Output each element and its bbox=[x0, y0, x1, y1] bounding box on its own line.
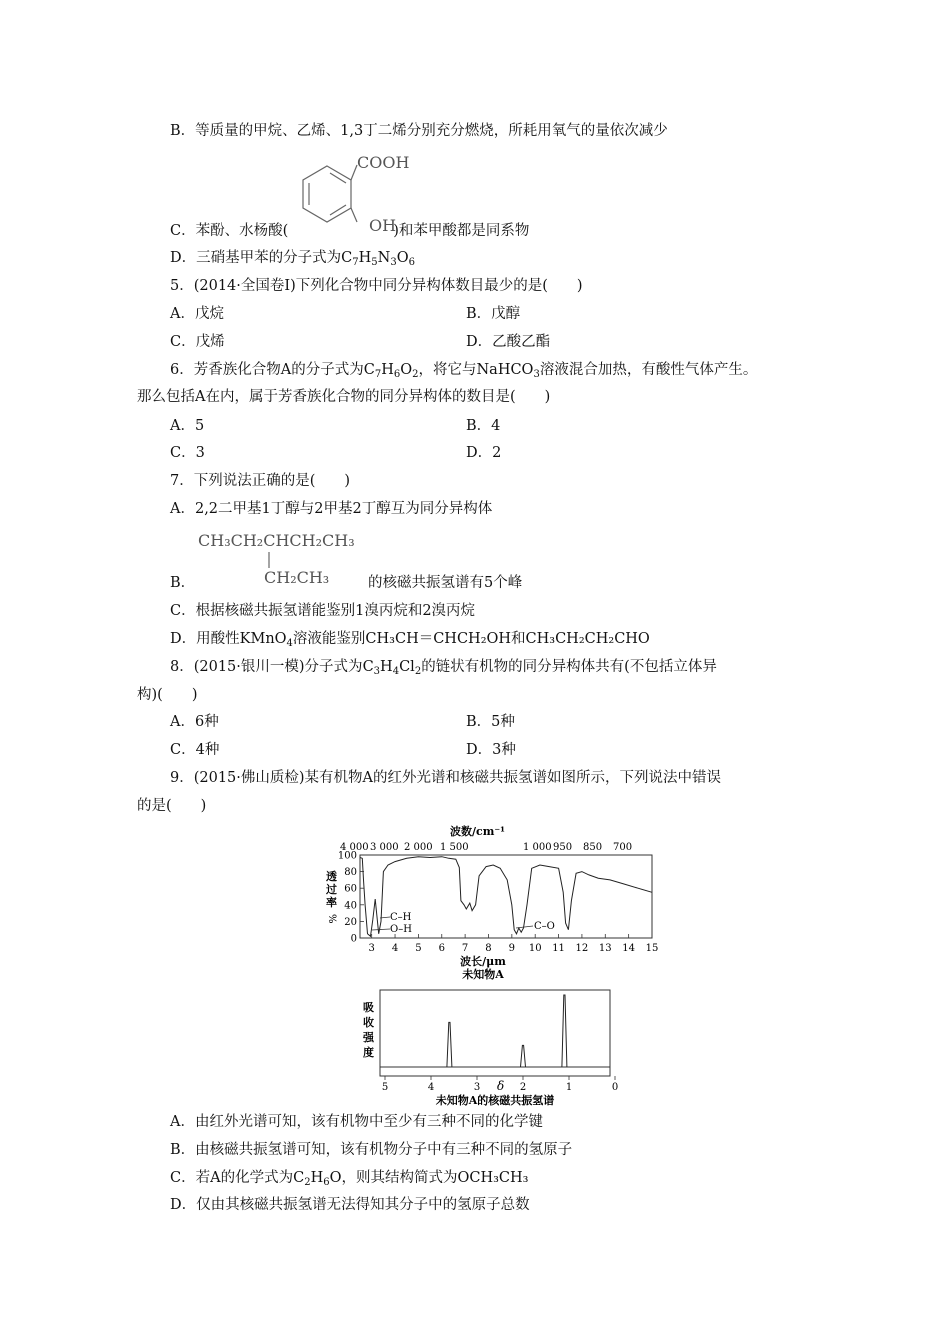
ir-annotation-co: C–O bbox=[534, 921, 555, 932]
q8-option-a: A．6种 bbox=[170, 714, 219, 730]
ir-xtick-label: 8 bbox=[485, 943, 492, 954]
q6-option-c: C．3 bbox=[170, 445, 205, 461]
ir-top-tick: 1 500 bbox=[440, 842, 469, 853]
q8-stem-line2: 构)( ) bbox=[137, 687, 198, 703]
nmr-ylabel-char: 吸 bbox=[363, 1001, 374, 1014]
nmr-peak bbox=[521, 1045, 526, 1067]
ir-ylabel-unit: % bbox=[326, 914, 337, 924]
ir-ylabel-char: 率 bbox=[326, 896, 337, 909]
ir-xlabel: 波长/μm bbox=[460, 955, 506, 968]
ir-ytick-label: 40 bbox=[344, 900, 357, 912]
nmr-spectrum-chart bbox=[355, 987, 630, 1107]
nmr-peak bbox=[562, 995, 567, 1067]
q7-struct-main: CH₃CH₂CHCH₂CH₃ bbox=[198, 531, 355, 550]
ir-xtick-label: 13 bbox=[598, 943, 612, 954]
ir-ytick-label: 80 bbox=[344, 867, 357, 879]
q4-option-d: D．三硝基甲苯的分子式为$C_7H_5N_3O_6$ bbox=[170, 250, 415, 268]
q5-option-c: C．戊烯 bbox=[170, 334, 225, 350]
ir-top-tick: 1 000 bbox=[523, 842, 552, 853]
ir-caption: 未知物A bbox=[462, 968, 504, 981]
ir-top-tick: 4 000 bbox=[340, 842, 369, 853]
ir-xtick-label: 7 bbox=[461, 943, 469, 954]
q9-option-c: C．若A的化学式为$C_2H_6O$，则其结构简式为OCH₃CH₃ bbox=[170, 1170, 529, 1188]
q9-stem: 9．(2015·佛山质检)某有机物A的红外光谱和核磁共振氢谱如图所示，下列说法中错误 bbox=[170, 770, 722, 786]
nmr-xlabel: δ bbox=[497, 1079, 505, 1093]
ir-annotation-ch: C–H bbox=[390, 912, 412, 923]
ir-ylabel-char: 过 bbox=[326, 883, 337, 896]
ir-xtick-label: 11 bbox=[552, 943, 565, 954]
q9-option-d: D．仅由其核磁共振氢谱无法得知其分子中的氢原子总数 bbox=[170, 1197, 530, 1213]
nmr-xtick-label: 1 bbox=[565, 1082, 573, 1093]
ir-ytick-label: 60 bbox=[344, 883, 357, 895]
nmr-ylabel-char: 收 bbox=[363, 1016, 374, 1029]
nmr-plot-frame bbox=[380, 990, 610, 1076]
struct-cooh-label: COOH bbox=[357, 153, 410, 172]
nmr-xtick-label: 0 bbox=[611, 1082, 619, 1093]
q5-option-d: D．乙酸乙酯 bbox=[466, 334, 551, 350]
q4-option-b: B．等质量的甲烷、乙烯、1,3丁二烯分别充分燃烧，所耗用氧气的量依次减少 bbox=[170, 123, 668, 139]
q9-option-b: B．由核磁共振氢谱可知，该有机物分子中有三种不同的氢原子 bbox=[170, 1142, 573, 1158]
ir-top-tick: 950 bbox=[553, 842, 573, 853]
q6-option-a: A．5 bbox=[170, 418, 205, 434]
q7-option-b-label: B． bbox=[170, 575, 196, 591]
q6-option-d: D．2 bbox=[466, 445, 502, 461]
q7-struct-branch: CH₂CH₃ bbox=[264, 568, 330, 587]
nmr-xtick-label: 2 bbox=[519, 1082, 527, 1093]
nmr-xtick-label: 5 bbox=[381, 1082, 389, 1093]
nmr-caption: 未知物A的核磁共振氢谱 bbox=[435, 1094, 555, 1107]
q7-option-c: C．根据核磁共振氢谱能鉴别1溴丙烷和2溴丙烷 bbox=[170, 603, 476, 619]
q9-option-a: A．由红外光谱可知，该有机物中至少有三种不同的化学键 bbox=[170, 1114, 543, 1130]
ir-xtick-label: 9 bbox=[508, 943, 516, 954]
ir-ytick-label: 20 bbox=[344, 916, 357, 928]
q4-option-c: C．苯酚、水杨酸( )和苯甲酸都是同系物 bbox=[170, 223, 530, 239]
ir-top-axis-label: 波数/cm⁻¹ bbox=[450, 825, 505, 838]
q6-option-b: B．4 bbox=[466, 418, 501, 434]
ir-ytick-label: 100 bbox=[337, 850, 357, 862]
nmr-ylabel-char: 度 bbox=[363, 1046, 374, 1059]
ir-top-tick: 850 bbox=[583, 842, 603, 853]
ir-xtick-label: 5 bbox=[415, 943, 422, 954]
ir-ylabel-char: 透 bbox=[326, 870, 337, 883]
q6-stem-line2: 那么包括A在内，属于芳香族化合物的同分异构体的数目是( ) bbox=[137, 389, 551, 405]
ir-annotation-oh: O–H bbox=[390, 924, 412, 935]
nmr-xtick-label: 3 bbox=[473, 1082, 481, 1093]
q6-stem: 6．芳香族化合物A的分子式为$C_7H_6O_2$，将它与NaHCO$_3$溶液混合加热，有酸性气体产生。 bbox=[170, 362, 758, 380]
ir-top-tick: 3 000 bbox=[370, 842, 399, 853]
q5-option-a: A．戊烷 bbox=[170, 306, 224, 322]
q7-stem: 7．下列说法正确的是( ) bbox=[170, 473, 351, 489]
ir-xtick-label: 15 bbox=[645, 943, 659, 954]
q7-option-a: A．2,2二甲基1丁醇与2甲基2丁醇互为同分异构体 bbox=[170, 501, 493, 517]
nmr-peak bbox=[447, 1022, 452, 1067]
ir-ytick-label: 0 bbox=[350, 933, 357, 945]
q8-stem: 8．(2015·银川一模)分子式为$C_3H_4Cl_2$的链状有机物的同分异构体共有(不包括立体异 bbox=[170, 659, 717, 677]
ir-top-tick: 700 bbox=[613, 842, 633, 853]
nmr-xtick-label: 4 bbox=[427, 1082, 435, 1093]
ir-xtick-label: 14 bbox=[622, 943, 636, 954]
q7-structure bbox=[196, 528, 371, 590]
q8-option-c: C．4种 bbox=[170, 742, 220, 758]
ir-top-tick: 2 000 bbox=[404, 842, 433, 853]
ir-xtick-label: 12 bbox=[575, 943, 589, 954]
ir-xtick-label: 3 bbox=[368, 943, 375, 954]
q5-stem: 5．(2014·全国卷Ⅰ)下列化合物中同分异构体数目最少的是( ) bbox=[170, 278, 583, 294]
struct-oh-label: OH bbox=[369, 216, 397, 235]
q5-option-b: B．戊醇 bbox=[466, 306, 521, 322]
ir-xtick-label: 4 bbox=[391, 943, 399, 954]
ir-spectrum-chart bbox=[320, 822, 665, 982]
q7-option-b-text: 的核磁共振氢谱有5个峰 bbox=[368, 575, 523, 591]
q7-option-d: D．用酸性KMnO$_4$溶液能鉴别CH₃CH＝CHCH₂OH和CH₃CH₂CH₂CHO bbox=[170, 631, 650, 649]
q8-option-d: D．3种 bbox=[466, 742, 516, 758]
ir-xtick-label: 6 bbox=[438, 943, 445, 954]
nmr-ylabel-char: 强 bbox=[363, 1031, 374, 1044]
q8-option-b: B．5种 bbox=[466, 714, 515, 730]
q9-stem-line2: 的是( ) bbox=[137, 798, 207, 814]
ir-xtick-label: 10 bbox=[528, 943, 542, 954]
